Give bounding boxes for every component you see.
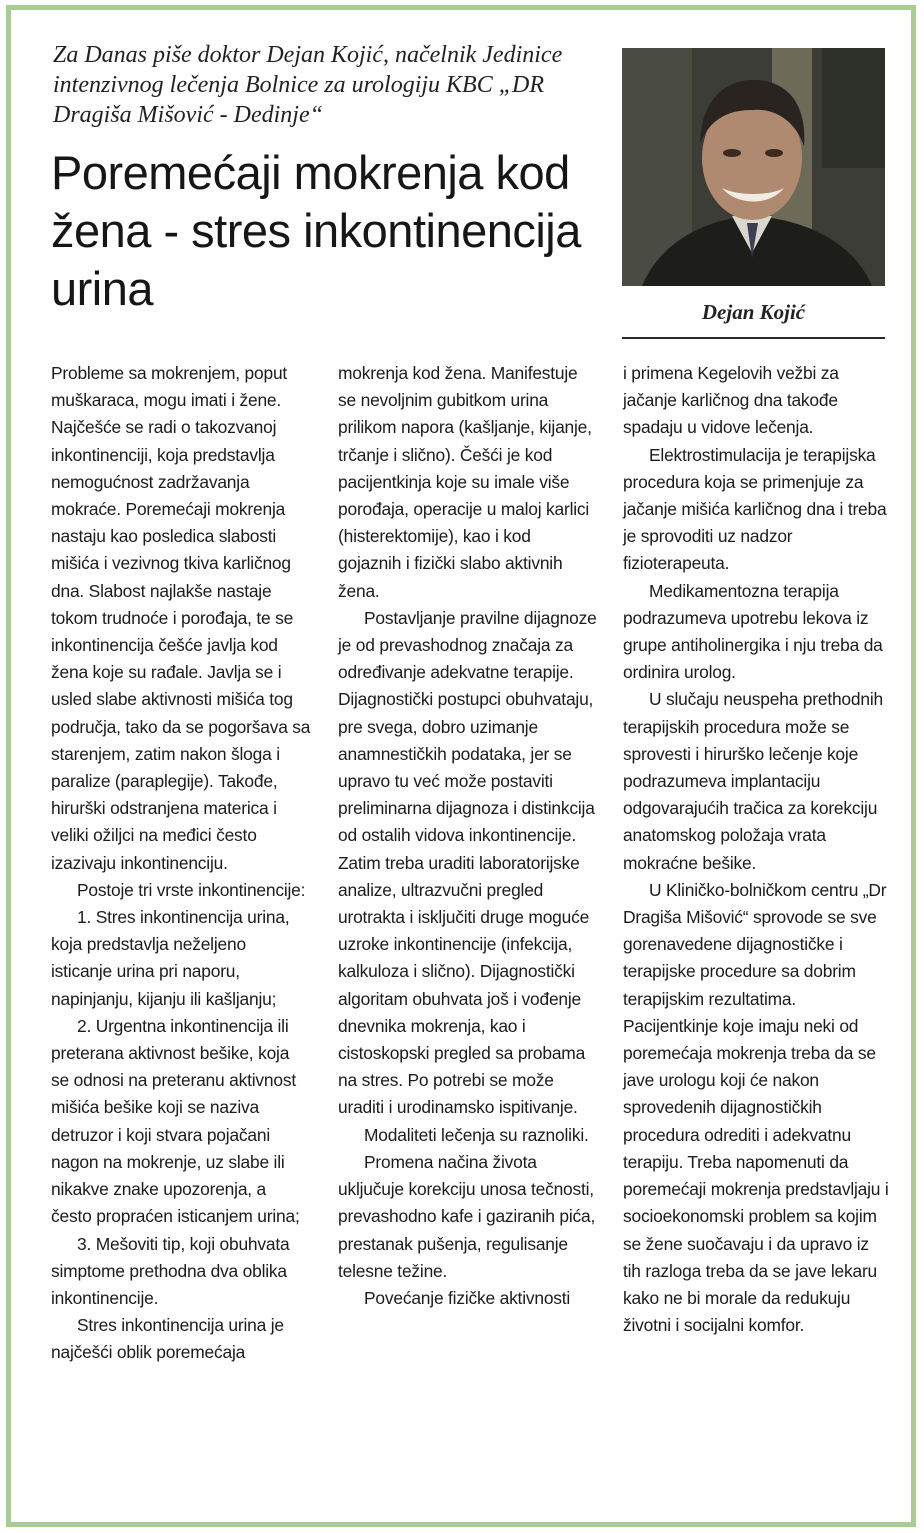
caption-divider (622, 337, 885, 339)
article-byline: Za Danas piše doktor Dejan Kojić, načelnik Jedinice intenzivnog lečenja Bolnice za urologiju KBC „DR Dragiša Mišović - Dedinje“ (53, 42, 563, 128)
article-paragraph-continued: mokrenja kod žena. Manifestuje se nevoljnim gubitkom urina prilikom napora (kašljanje, kijanje, trčanje i slično). Češći je kod pacijentkinja koje su imale više porođaja, operacije u maloj karlici (histerektomije), kao i kod gojaznih i fizički slabo aktivnih žena. (338, 363, 592, 601)
author-photo (622, 48, 885, 286)
article-column-2 (338, 360, 598, 1510)
article-paragraph: Probleme sa mokrenjem, poput muškaraca, mogu imati i žene. Najčešće se radi o takozvanoj inkontinenciji, koja predstavlja nemogućnost zadržavanja mokraće. Poremećaji mokrenja nastaju kao posledica slabosti mišića i vezivnog tkiva karličnog dna. Slabost najlakše nastaje tokom trudnoće i porođaja, te se inkontinencija češće javlja kod žena koje su rađale. Javlja se i usled slabe aktivnosti mišića tog područja, tako da se pogoršava sa starenjem, zatim nakon šloga i paralize (paraplegije). Takođe, hirurški odstranjena materica i veliki ožiljci na međici često izazivaju inkontinenciju. (51, 363, 311, 873)
article-paragraph-continued: i primena Kegelovih vežbi za jačanje karličnog dna takođe spadaju u vidove lečenja. (623, 363, 839, 438)
article-paragraph: 1. Stres inkontinencija urina, koja predstavlja neželjeno isticanje urina pri naporu, napinjanju, kijanju ili kašljanju; (51, 907, 290, 1009)
article-paragraph: Modaliteti lečenja su raznoliki. (364, 1124, 589, 1145)
photo-caption: Dejan Kojić (701, 300, 806, 324)
article-paragraph: Medikamentozna terapija podrazumeva upotrebu lekova iz grupe antiholinergika i nju treba da ordinira urolog. (623, 580, 883, 683)
article-paragraph: Postavljanje pravilne dijagnoze je od prevashodnog značaja za određivanje adekvatne terapije. Dijagnostički postupci obuhvataju, pre svega, dobro uzimanje anamnestičkih podataka, jer se upravo tu već može postaviti preliminarna dijagnoza i distinkcija od ostalih vidova inkontinencije. Zatim treba uraditi laboratorijske analize, ultrazvučni pregled urotrakta i isključiti druge moguće uzroke inkontinencije (infekcija, kalkuloza i slično). Dijagnostički algoritam obuhvata još i vođenje dnevnika mokrenja, kao i cistoskopski pregled sa probama na stres. Po potrebi se može uraditi i urodinamsko ispitivanje. (338, 607, 597, 1118)
article-paragraph: 2. Urgentna inkontinencija ili preterana aktivnost bešike, koja se odnosi na preteranu aktivnost mišića bešike koji se naziva detruzor i koji stvara pojačani nagon na mokrenje, uz slabe ili nikakve znake upozorenja, a često propraćen isticanjem urina; (51, 1015, 300, 1227)
article-paragraph: Promena načina života uključuje korekciju unosa tečnosti, prevashodno kafe i gaziranih pića, prestanak pušenja, regulisanje telesne težine. (338, 1151, 596, 1281)
article-page (6, 5, 916, 1527)
author-portrait-image (622, 48, 885, 286)
article-column-3 (623, 360, 889, 1510)
article-paragraph-start: Povećanje fizičke aktivnosti (364, 1287, 571, 1308)
article-paragraph: U Kliničko-bolničkom centru „Dr Dragiša Mišović“ sprovode se sve gorenavedene dijagnostičke i terapijske procedure sa dobrim terapijskim rezultatima. Pacijentkinje koje imaju neki od poremećaja mokrenja treba da se jave urologu koji će nakon sprovedenih dijagnostičkih procedura odrediti i adekvatnu terapiju. Treba napomenuti da poremećaji mokrenja predstavljaju i socioekonomski problem sa kojim se žene suočavaju i da upravo iz tih razloga treba da se jave lekaru kako ne bi morale da redukuju životni i socijalni komfor. (623, 879, 889, 1336)
article-title: Poremećaji mokrenja kod žena - stres inkontinencija urina (51, 146, 581, 315)
article-paragraph: U slučaju neuspeha prethodnih terapijskih procedura može se sprovesti i hirurško lečenje koje podrazumeva implantaciju odgovarajućih tračica za korekciju anatomskog položaja vrata mokraćne bešike. (623, 689, 883, 873)
article-column-1 (51, 360, 311, 1510)
article-paragraph-start: Stres inkontinencija urina je najčešći oblik poremećaja (51, 1315, 284, 1363)
article-paragraph: 3. Mešoviti tip, koji obuhvata simptome prethodna dva oblika inkontinencije. (51, 1233, 290, 1308)
article-paragraph: Elektrostimulacija je terapijska procedura koja se primenjuje za jačanje mišića karličnog dna i treba je sprovoditi uz nadzor fizioterapeuta. (623, 444, 887, 574)
article-paragraph: Postoje tri vrste inkontinencije: (77, 879, 306, 900)
